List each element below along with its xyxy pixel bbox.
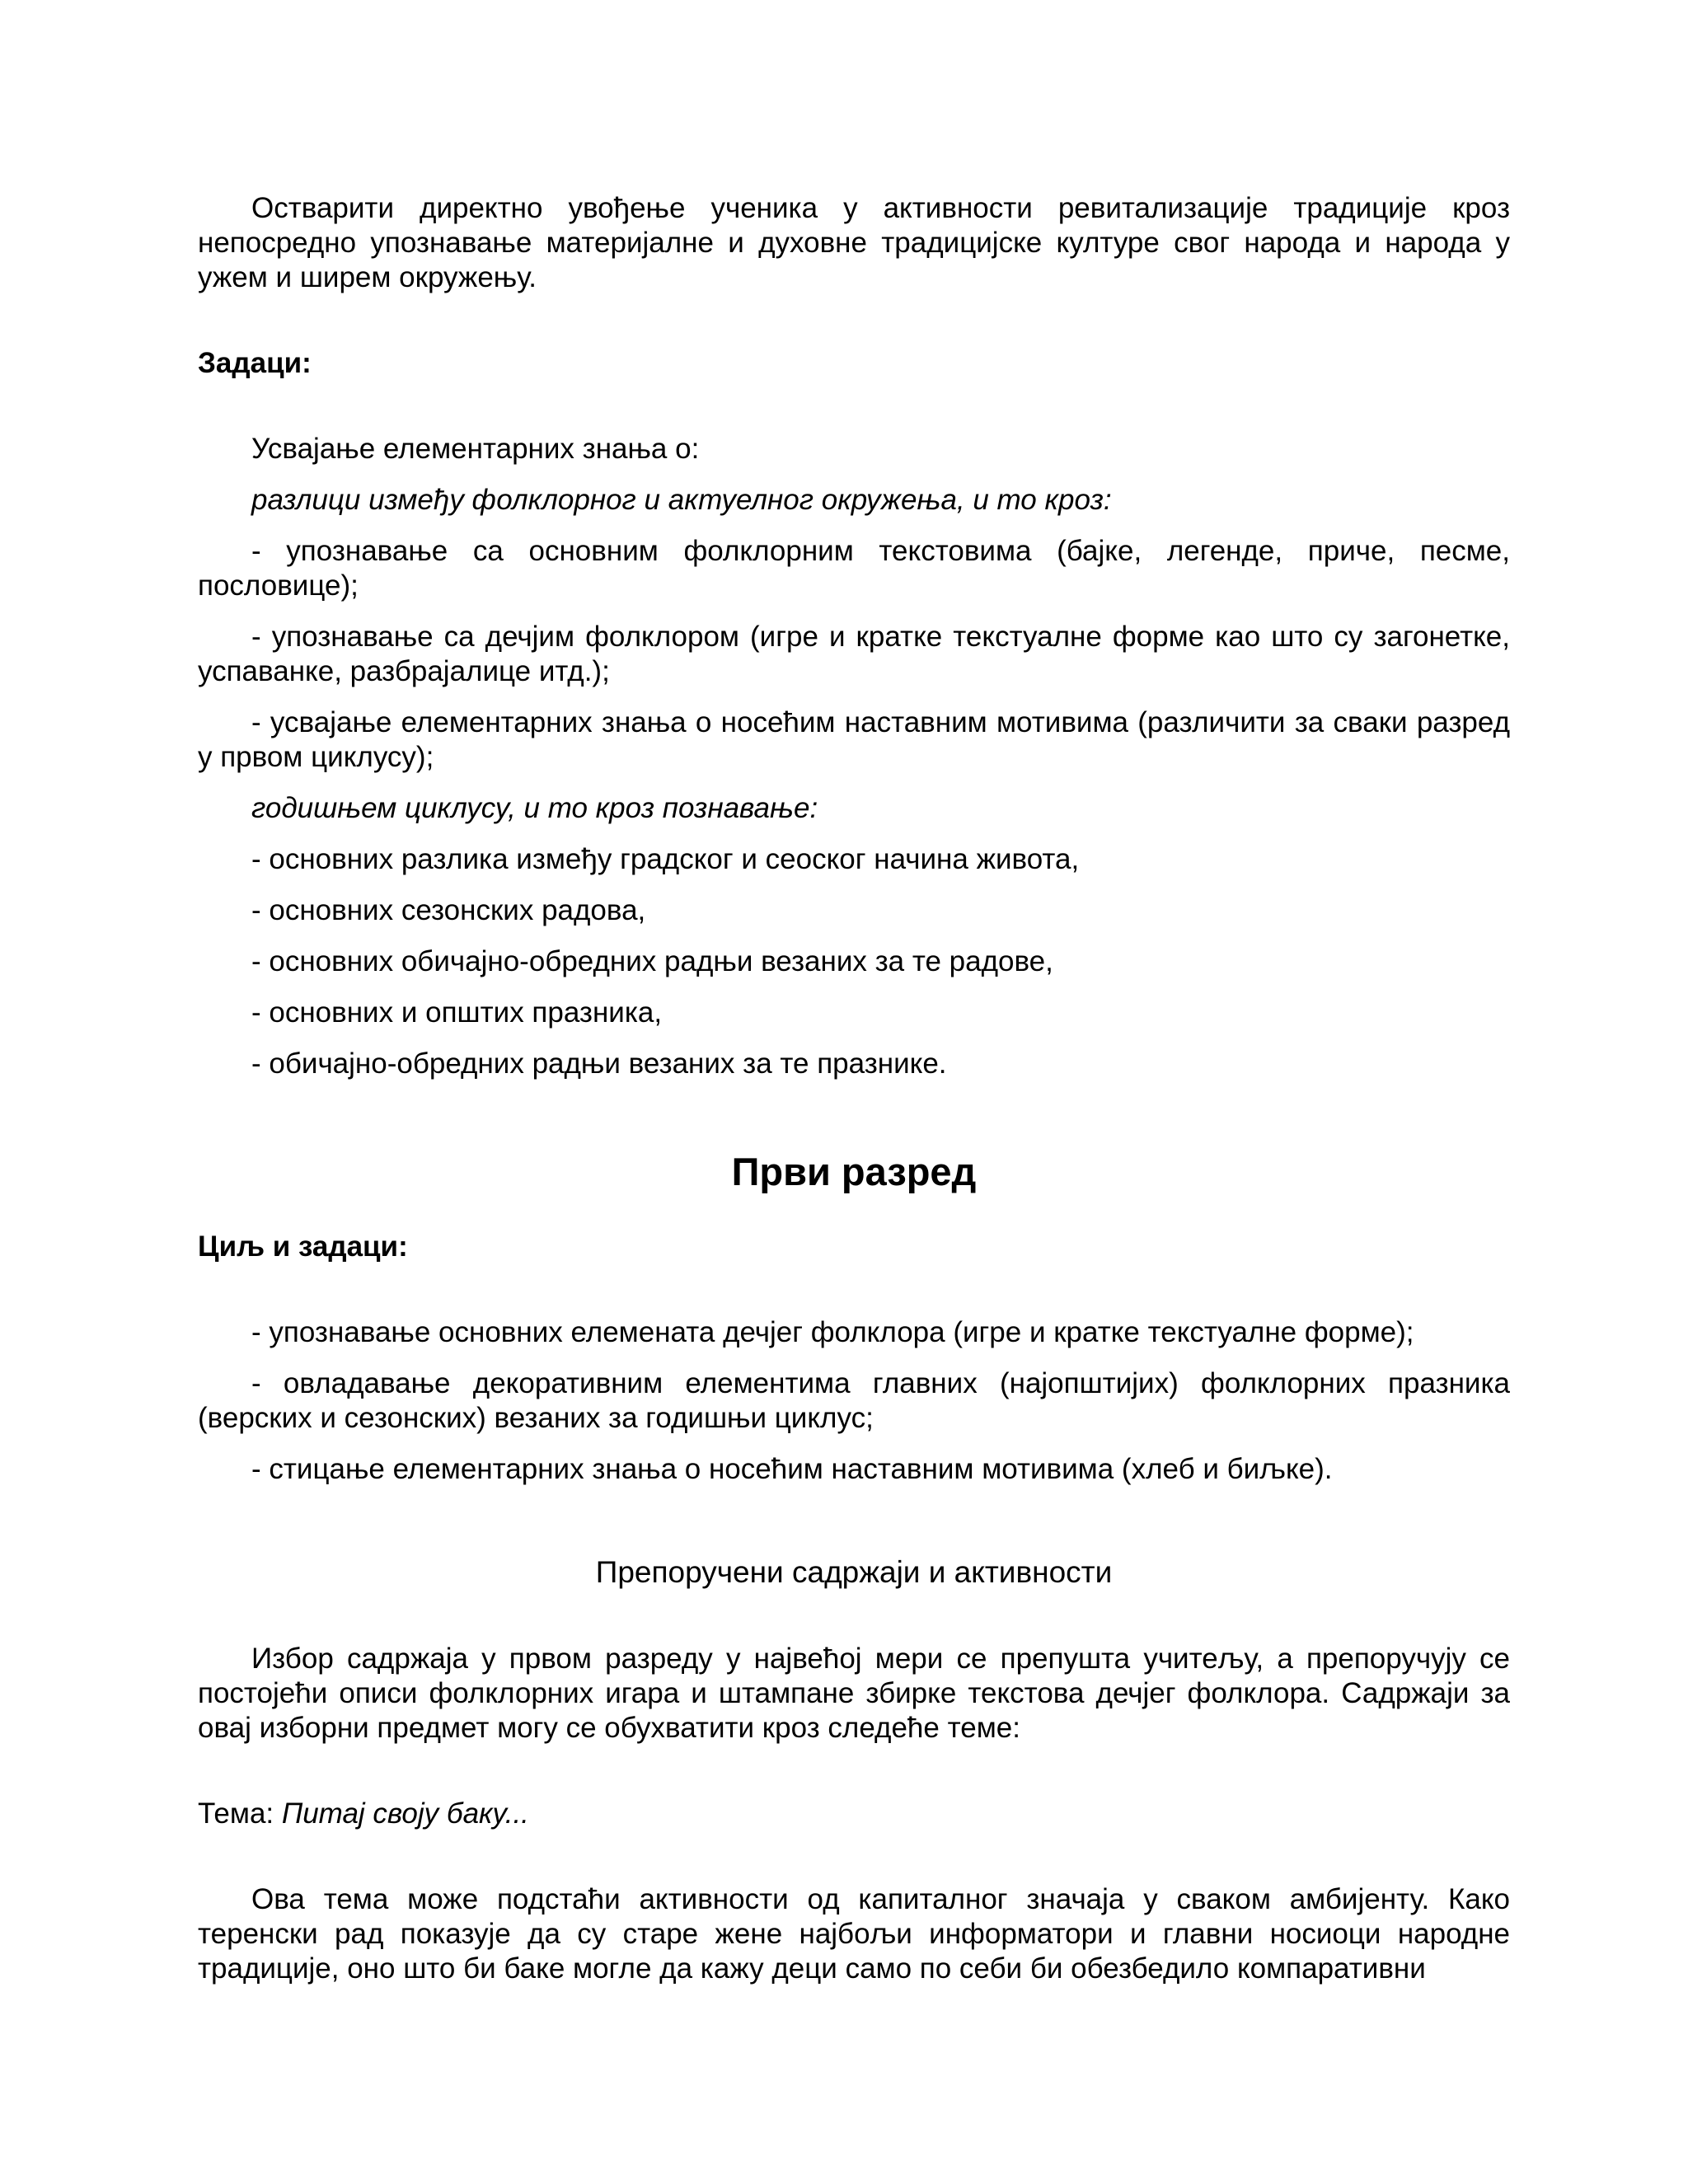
tasks-lead: Усвајање елементарних знања о:: [251, 433, 700, 465]
list-item: - овладавање декоративним елементима главних (најопштијих) фолклорних празника (верских и сезонских) везаних за годишњи циклус;: [198, 1367, 1510, 1434]
theme-title: Питај своју баку...: [281, 1797, 529, 1830]
intro-goal-paragraph: Остварити директно увођење ученика у активности ревитализације традиције кроз непосредно упознавање материјалне и духовне традицијске културе свог народа и народа у ужем и ширем окружењу.: [198, 192, 1510, 293]
list-item: - основних обичајно-обредних радњи везаних за те радове,: [251, 945, 1053, 977]
list-item: - стицање елементарних знања о носећим наставним мотивима (хлеб и биљке).: [251, 1453, 1333, 1485]
recommended-heading: Препоручени садржаји и активности: [595, 1555, 1113, 1589]
recommended-paragraph: Избор садржаја у првом разреду у највећој мери се препушта учитељу, а препоручују се постојећи описи фолклорних игара и штампане збирке текстова дечјег фолклора. Садржаји за овај изборни предмет могу се обухватити кроз следеће теме:: [198, 1643, 1510, 1744]
theme-label: Тема:: [198, 1797, 282, 1830]
list-item: - обичајно-обредних радњи везаних за те празнике.: [251, 1047, 947, 1080]
theme-paragraph: Ова тема може подстаћи активности од капиталног значаја у сваком амбијенту. Како теренски рад показује да су старе жене најбољи информатори и главни носиоци народне традиције, оно што би баке могле да кажу деци само по себи би обезбедило компаративни: [198, 1883, 1510, 1985]
tasks-heading: Задаци:: [198, 347, 312, 379]
tasks-sub1-title: разлици између фолклорног и актуелног окружења, и то кроз:: [251, 484, 1112, 516]
tasks-sub2-title: годишњем циклусу, и то кроз познавање:: [251, 792, 818, 824]
list-item: - упознавање са дечјим фолклором (игре и кратке текстуалне форме као што су загонетке, успаванке, разбрајалице итд.);: [198, 621, 1510, 687]
section-title: Први разред: [731, 1150, 977, 1193]
list-item: - упознавање основних елемената дечјег фолклора (игре и кратке текстуалне форме);: [251, 1316, 1414, 1348]
list-item: - основних разлика између градског и сеоског начина живота,: [251, 843, 1080, 875]
goals-heading: Циљ и задаци:: [198, 1230, 408, 1263]
list-item: - усвајање елементарних знања о носећим наставним мотивима (различити за сваки разред у првом циклусу);: [198, 706, 1510, 773]
list-item: - основних и општих празника,: [251, 996, 663, 1029]
list-item: - упознавање са основним фолклорним текстовима (бајке, легенде, приче, песме, пословице);: [198, 535, 1510, 602]
theme-line: [198, 1797, 1510, 1831]
document-page: [198, 191, 1510, 1986]
list-item: - основних сезонских радова,: [251, 894, 646, 926]
